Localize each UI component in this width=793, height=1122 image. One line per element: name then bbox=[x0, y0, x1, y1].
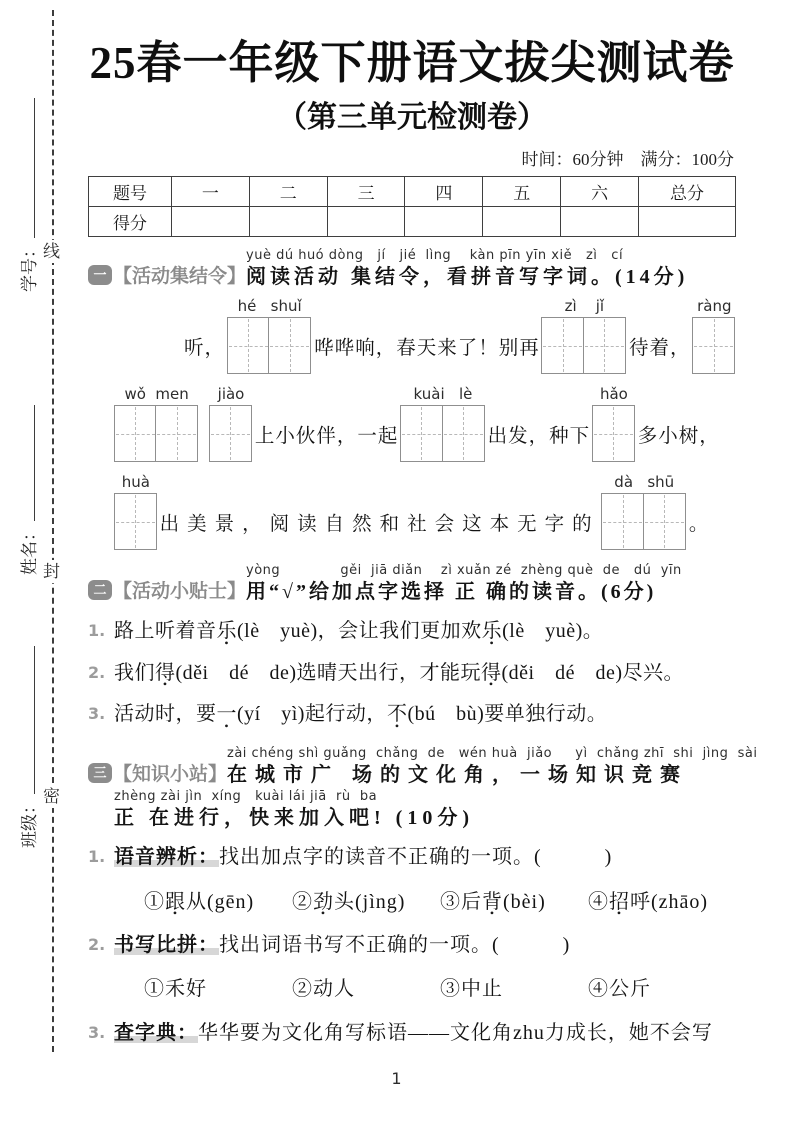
text-segment: ②动人 bbox=[292, 978, 355, 1001]
grid-pinyin-label: zì jǐ bbox=[564, 297, 605, 316]
writing-grid-cell bbox=[209, 405, 252, 462]
score-table-header-cell: 三 bbox=[327, 177, 405, 207]
options-row bbox=[144, 887, 736, 917]
text-segment: ④ bbox=[588, 890, 609, 913]
option bbox=[440, 887, 588, 917]
writing-grid bbox=[210, 385, 252, 462]
time-and-score-info: 时间：60分钟 满分：100分 bbox=[521, 150, 734, 170]
question-number: 2. bbox=[88, 935, 106, 955]
text-segment: ③中止 bbox=[440, 978, 503, 1001]
fill-in-line bbox=[88, 385, 736, 462]
text-segment: 呼(zhāo) bbox=[630, 890, 709, 913]
option bbox=[588, 974, 736, 1004]
student-id-blank-line bbox=[16, 98, 35, 238]
grid-pinyin-label: dà shū bbox=[614, 473, 675, 492]
grid-pinyin-label: hé shuǐ bbox=[237, 297, 302, 316]
section-2-title: 用“√”给加点字选择 正 确的读音。(6分) bbox=[246, 581, 657, 604]
text-segment: 从(gēn) bbox=[186, 890, 255, 913]
dotted-character: 乐 bbox=[216, 620, 237, 643]
writing-grid-cell bbox=[227, 317, 270, 374]
option bbox=[440, 974, 588, 1004]
section-1-title: 阅读活动 集结令，看拼音写字词。(14分) bbox=[246, 266, 689, 289]
student-id-field bbox=[16, 98, 43, 292]
student-name-field bbox=[16, 405, 43, 575]
writing-grid-cell bbox=[601, 493, 644, 550]
text-segment: ①禾好 bbox=[144, 978, 207, 1001]
grid-pinyin-label: wǒ men bbox=[124, 385, 189, 404]
score-table-empty-cell bbox=[327, 207, 405, 237]
question-number: 1. bbox=[88, 621, 106, 641]
sentence-text: 上小伙伴，一起 bbox=[254, 425, 399, 447]
text-segment: (bèi) bbox=[503, 890, 546, 913]
score-table-empty-cell bbox=[483, 207, 561, 237]
section-1-tag: 【活动集结令】 bbox=[113, 266, 247, 288]
question-text bbox=[114, 842, 736, 872]
writing-grid bbox=[401, 385, 484, 462]
question-body-text: 找出加点字的读音不正确的一项。( ) bbox=[219, 846, 613, 869]
class-label: 班级： bbox=[19, 797, 39, 848]
sentence-text: 多小树， bbox=[637, 425, 720, 447]
writing-grid bbox=[115, 473, 157, 550]
option bbox=[588, 887, 736, 917]
writing-grid bbox=[693, 297, 735, 374]
dotted-character: 得 bbox=[155, 661, 176, 684]
question-text bbox=[114, 616, 603, 646]
text-segment: ③后 bbox=[440, 890, 482, 913]
writing-grid-cell bbox=[583, 317, 626, 374]
text-segment: (bú bù)要单独行动。 bbox=[407, 703, 608, 726]
question-item bbox=[88, 658, 736, 688]
sentence-text: 待着， bbox=[628, 337, 691, 359]
seal-char-line: 线 bbox=[43, 242, 60, 261]
dotted-character: 跟 bbox=[165, 890, 186, 913]
text-segment: (lè yuè)，会让我们更加欢 bbox=[237, 620, 482, 643]
text-segment: ① bbox=[144, 890, 165, 913]
question-item bbox=[88, 1018, 736, 1048]
paper-content bbox=[88, 38, 758, 1048]
page-subtitle: （第三单元检测卷） bbox=[277, 101, 547, 135]
grid-pinyin-label: hǎo bbox=[599, 385, 628, 404]
writing-grid bbox=[543, 297, 626, 374]
section-3-tag: 【知识小站】 bbox=[113, 764, 228, 786]
question-text bbox=[114, 699, 607, 729]
writing-grid bbox=[228, 297, 311, 374]
class-blank-line bbox=[16, 646, 35, 794]
question-body-text: 找出词语书写不正确的一项。( ) bbox=[219, 934, 571, 957]
seal-dashed-line bbox=[52, 10, 54, 1052]
question-lead-label: 语音辨析： bbox=[114, 846, 219, 869]
question-number: 2. bbox=[88, 662, 106, 682]
question-body-text: 华华要为文化角写标语——文化角zhu力成长，她不会写 bbox=[198, 1021, 713, 1044]
score-table-header-cell: 一 bbox=[172, 177, 250, 207]
score-table-empty-cell bbox=[561, 207, 639, 237]
section-3-number-icon: 三 bbox=[88, 763, 112, 783]
question-item bbox=[88, 616, 736, 646]
page-title: 25春一年级下册语文拔尖测试卷 bbox=[89, 38, 735, 88]
score-table-empty-cell bbox=[249, 207, 327, 237]
score-table-header-cell: 二 bbox=[249, 177, 327, 207]
section-3-heading bbox=[88, 746, 758, 788]
writing-grid bbox=[603, 473, 686, 550]
score-table-empty-cell bbox=[405, 207, 483, 237]
section-3-heading-line-2 bbox=[114, 790, 736, 831]
score-table bbox=[88, 176, 736, 237]
section-1-heading bbox=[88, 249, 736, 290]
dotted-character: 不 bbox=[386, 703, 408, 726]
seal-char-secret: 密 bbox=[43, 787, 60, 806]
writing-grid-cell bbox=[643, 493, 686, 550]
options-row bbox=[144, 974, 736, 1004]
grid-pinyin-label: huà bbox=[121, 473, 150, 492]
sentence-text: 哗哗响，春天来了！别再 bbox=[314, 337, 540, 359]
question-lead-label: 查字典： bbox=[114, 1021, 198, 1044]
writing-grid-cell bbox=[592, 405, 635, 462]
text-segment: ④公斤 bbox=[588, 978, 651, 1001]
score-table-header-cell: 四 bbox=[405, 177, 483, 207]
text-segment: (děi dé de)选晴天出行，才能玩 bbox=[175, 661, 482, 684]
writing-grid-cell bbox=[692, 317, 735, 374]
sentence-text: 出美景，阅读自然和社会这本无字的 bbox=[159, 513, 600, 535]
dotted-character: 得 bbox=[481, 661, 502, 684]
score-table-header-cell: 五 bbox=[483, 177, 561, 207]
writing-grid-cell bbox=[114, 405, 157, 462]
text-segment: (lè yuè)。 bbox=[502, 620, 604, 643]
sentence-text: 听， bbox=[184, 337, 226, 359]
text-segment: (yí yì)起行动， bbox=[237, 703, 387, 726]
section-2-items bbox=[88, 616, 736, 729]
seal-char-seal: 封 bbox=[43, 562, 60, 581]
section-1-fill-lines bbox=[88, 297, 736, 550]
score-table-header-cell: 六 bbox=[561, 177, 639, 207]
grid-pinyin-label: kuài lè bbox=[413, 385, 473, 404]
text-segment: 我们 bbox=[114, 661, 155, 684]
sentence-text: 出发，种下 bbox=[487, 425, 591, 447]
question-content bbox=[114, 1018, 736, 1048]
section-3-title-line-1: 在城市广 场的文化角，一场知识竞赛 bbox=[227, 764, 689, 787]
writing-grid-cell bbox=[114, 493, 157, 550]
option bbox=[144, 974, 292, 1004]
score-table-corner: 题号 bbox=[89, 177, 172, 207]
question-item bbox=[88, 930, 736, 1007]
writing-grid bbox=[115, 385, 198, 462]
question-lead-label: 书写比拼： bbox=[114, 934, 219, 957]
sentence-text: 。 bbox=[688, 513, 717, 535]
section-3-pinyin-line-1: zài chéng shì guǎng chǎng de wén huà jiǎo yì chǎng zhī shi jìng sài bbox=[227, 746, 758, 762]
section-2-tag: 【活动小贴士】 bbox=[113, 581, 247, 603]
question-item bbox=[88, 842, 736, 919]
section-3-title-line-2: 正 在进行，快来加入吧! (10分) bbox=[114, 807, 474, 830]
writing-grid-cell bbox=[541, 317, 584, 374]
question-content bbox=[114, 930, 736, 1007]
option bbox=[292, 974, 440, 1004]
writing-grid bbox=[593, 385, 635, 462]
student-name-blank-line bbox=[16, 405, 35, 521]
text-segment: 活动时，要 bbox=[114, 703, 217, 726]
section-1-number-icon: 一 bbox=[88, 265, 112, 285]
section-2-pinyin: yòng gěi jiā diǎn zì xuǎn zé zhèng què de dú yīn bbox=[246, 563, 682, 579]
fill-in-line bbox=[88, 473, 736, 550]
score-table-empty-cell bbox=[639, 207, 736, 237]
student-name-label: 姓名： bbox=[19, 524, 39, 575]
dotted-character: 劲 bbox=[313, 890, 334, 913]
section-2-heading bbox=[88, 564, 736, 605]
section-3-items bbox=[88, 842, 736, 1048]
option bbox=[144, 887, 292, 917]
question-text bbox=[114, 658, 684, 688]
question-item bbox=[88, 699, 736, 729]
grid-pinyin-label: jiào bbox=[217, 385, 245, 404]
grid-pinyin-label: ràng bbox=[697, 297, 732, 316]
text-segment: (děi dé de)尽兴。 bbox=[501, 661, 685, 684]
score-table-row-label: 得分 bbox=[89, 207, 172, 237]
section-2-number-icon: 二 bbox=[88, 580, 112, 600]
dotted-character: 背 bbox=[482, 890, 503, 913]
text-segment: ② bbox=[292, 890, 313, 913]
dotted-character: 招 bbox=[609, 890, 630, 913]
score-table-header-cell: 总分 bbox=[639, 177, 736, 207]
question-content bbox=[114, 842, 736, 919]
question-text bbox=[114, 930, 736, 960]
text-segment: 头(jìng) bbox=[334, 890, 406, 913]
score-table-empty-cell bbox=[172, 207, 250, 237]
option bbox=[292, 887, 440, 917]
section-1-pinyin: yuè dú huó dòng jí jié lìng kàn pīn yīn xiě zì cí bbox=[246, 248, 624, 264]
dotted-character: 乐 bbox=[481, 620, 503, 643]
student-id-label: 学号： bbox=[19, 241, 39, 292]
question-number: 3. bbox=[88, 1022, 106, 1042]
writing-grid-cell bbox=[268, 317, 311, 374]
fill-in-line bbox=[88, 297, 736, 374]
question-number: 3. bbox=[88, 704, 106, 724]
question-number: 1. bbox=[88, 847, 106, 867]
question-text bbox=[114, 1018, 736, 1048]
section-3-pinyin-line-2: zhèng zài jìn xíng kuài lái jiā rù ba bbox=[114, 789, 378, 805]
writing-grid-cell bbox=[155, 405, 198, 462]
page-number: 1 bbox=[391, 1069, 402, 1088]
text-segment: 路上听着音 bbox=[114, 620, 217, 643]
writing-grid-cell bbox=[442, 405, 485, 462]
dotted-character: 一 bbox=[216, 703, 237, 726]
class-field bbox=[16, 646, 43, 848]
writing-grid-cell bbox=[400, 405, 443, 462]
